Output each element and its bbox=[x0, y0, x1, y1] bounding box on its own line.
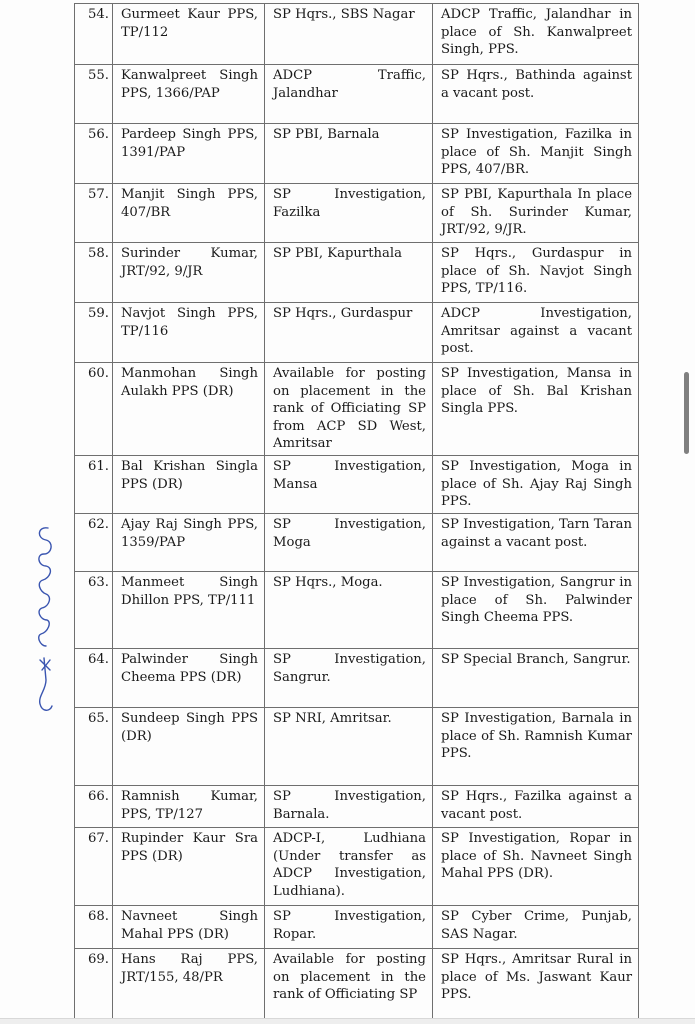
table-row bbox=[75, 243, 639, 303]
officer-name-cell: Palwinder Singh Cheema PPS (DR) bbox=[113, 649, 265, 708]
table-row bbox=[75, 828, 639, 906]
officer-name-cell: Rupinder Kaur Sra PPS (DR) bbox=[113, 828, 265, 906]
serial-number-cell: 61. bbox=[75, 456, 113, 514]
new-posting-cell: SP PBI, Kapurthala In place of Sh. Surinder Kumar, JRT/92, 9/JR. bbox=[433, 184, 639, 243]
table-row bbox=[75, 456, 639, 514]
officer-name-cell: Surinder Kumar, JRT/92, 9/JR bbox=[113, 243, 265, 303]
present-posting-cell: SP PBI, Kapurthala bbox=[265, 243, 433, 303]
officer-name-cell: Navneet Singh Mahal PPS (DR) bbox=[113, 906, 265, 949]
serial-number-cell: 67. bbox=[75, 828, 113, 906]
serial-number-cell: 63. bbox=[75, 572, 113, 649]
present-posting-cell: SP PBI, Barnala bbox=[265, 124, 433, 184]
table-row bbox=[75, 649, 639, 708]
new-posting-cell: SP Hqrs., Amritsar Rural in place of Ms. Jaswant Kaur PPS. bbox=[433, 949, 639, 1019]
officer-name-cell: Gurmeet Kaur PPS, TP/112 bbox=[113, 4, 265, 65]
present-posting-cell: SP Hqrs., Moga. bbox=[265, 572, 433, 649]
officer-name-cell: Navjot Singh PPS, TP/116 bbox=[113, 303, 265, 363]
table-row bbox=[75, 906, 639, 949]
new-posting-cell: SP Investigation, Tarn Taran against a vacant post. bbox=[433, 514, 639, 572]
officer-name-cell: Bal Krishan Singla PPS (DR) bbox=[113, 456, 265, 514]
present-posting-cell: SP Investigation, Ropar. bbox=[265, 906, 433, 949]
table-row bbox=[75, 4, 639, 65]
new-posting-cell: ADCP Investigation, Amritsar against a vacant post. bbox=[433, 303, 639, 363]
table-row bbox=[75, 303, 639, 363]
officer-name-cell: Manmeet Singh Dhillon PPS, TP/111 bbox=[113, 572, 265, 649]
serial-number-cell: 65. bbox=[75, 708, 113, 786]
table-row bbox=[75, 949, 639, 1019]
officer-name-cell: Manjit Singh PPS, 407/BR bbox=[113, 184, 265, 243]
present-posting-cell: Available for posting on placement in the rank of Officiating SP bbox=[265, 949, 433, 1019]
transfer-orders-table bbox=[74, 3, 639, 1018]
serial-number-cell: 60. bbox=[75, 363, 113, 456]
present-posting-cell: SP Hqrs., SBS Nagar bbox=[265, 4, 433, 65]
officer-name-cell: Hans Raj PPS, JRT/155, 48/PR bbox=[113, 949, 265, 1019]
serial-number-cell: 64. bbox=[75, 649, 113, 708]
table-row bbox=[75, 786, 639, 828]
officer-name-cell: Pardeep Singh PPS, 1391/PAP bbox=[113, 124, 265, 184]
present-posting-cell: SP NRI, Amritsar. bbox=[265, 708, 433, 786]
table-row bbox=[75, 708, 639, 786]
present-posting-cell: SP Hqrs., Gurdaspur bbox=[265, 303, 433, 363]
handwritten-signature-icon bbox=[30, 520, 60, 720]
present-posting-cell: SP Investigation, Moga bbox=[265, 514, 433, 572]
table-row bbox=[75, 65, 639, 124]
present-posting-cell: SP Investigation, Fazilka bbox=[265, 184, 433, 243]
table-body bbox=[75, 4, 639, 1019]
new-posting-cell: ADCP Traffic, Jalandhar in place of Sh. Kanwalpreet Singh, PPS. bbox=[433, 4, 639, 65]
present-posting-cell: ADCP Traffic, Jalandhar bbox=[265, 65, 433, 124]
present-posting-cell: Available for posting on placement in the rank of Officiating SP from ACP SD West, Amritsar bbox=[265, 363, 433, 456]
serial-number-cell: 55. bbox=[75, 65, 113, 124]
officer-name-cell: Sundeep Singh PPS (DR) bbox=[113, 708, 265, 786]
new-posting-cell: SP Investigation, Sangrur in place of Sh. Palwinder Singh Cheema PPS. bbox=[433, 572, 639, 649]
new-posting-cell: SP Special Branch, Sangrur. bbox=[433, 649, 639, 708]
serial-number-cell: 59. bbox=[75, 303, 113, 363]
present-posting-cell: SP Investigation, Barnala. bbox=[265, 786, 433, 828]
scrollbar-thumb[interactable] bbox=[684, 372, 689, 454]
serial-number-cell: 68. bbox=[75, 906, 113, 949]
table-row bbox=[75, 184, 639, 243]
new-posting-cell: SP Hqrs., Bathinda against a vacant post. bbox=[433, 65, 639, 124]
new-posting-cell: SP Investigation, Mansa in place of Sh. Bal Krishan Singla PPS. bbox=[433, 363, 639, 456]
new-posting-cell: SP Investigation, Moga in place of Sh. Ajay Raj Singh PPS. bbox=[433, 456, 639, 514]
new-posting-cell: SP Investigation, Fazilka in place of Sh. Manjit Singh PPS, 407/BR. bbox=[433, 124, 639, 184]
table-row bbox=[75, 363, 639, 456]
officer-name-cell: Manmohan Singh Aulakh PPS (DR) bbox=[113, 363, 265, 456]
present-posting-cell: SP Investigation, Mansa bbox=[265, 456, 433, 514]
viewer-bottom-bar bbox=[0, 1018, 695, 1024]
table-row bbox=[75, 572, 639, 649]
new-posting-cell: SP Hqrs., Fazilka against a vacant post. bbox=[433, 786, 639, 828]
present-posting-cell: SP Investigation, Sangrur. bbox=[265, 649, 433, 708]
table-row bbox=[75, 514, 639, 572]
serial-number-cell: 58. bbox=[75, 243, 113, 303]
present-posting-cell: ADCP-I, Ludhiana (Under transfer as ADCP Investigation, Ludhiana). bbox=[265, 828, 433, 906]
officer-name-cell: Ramnish Kumar, PPS, TP/127 bbox=[113, 786, 265, 828]
new-posting-cell: SP Hqrs., Gurdaspur in place of Sh. Navjot Singh PPS, TP/116. bbox=[433, 243, 639, 303]
officer-name-cell: Kanwalpreet Singh PPS, 1366/PAP bbox=[113, 65, 265, 124]
serial-number-cell: 69. bbox=[75, 949, 113, 1019]
new-posting-cell: SP Investigation, Ropar in place of Sh. Navneet Singh Mahal PPS (DR). bbox=[433, 828, 639, 906]
new-posting-cell: SP Cyber Crime, Punjab, SAS Nagar. bbox=[433, 906, 639, 949]
officer-name-cell: Ajay Raj Singh PPS, 1359/PAP bbox=[113, 514, 265, 572]
serial-number-cell: 62. bbox=[75, 514, 113, 572]
serial-number-cell: 56. bbox=[75, 124, 113, 184]
serial-number-cell: 57. bbox=[75, 184, 113, 243]
new-posting-cell: SP Investigation, Barnala in place of Sh. Ramnish Kumar PPS. bbox=[433, 708, 639, 786]
table-row bbox=[75, 124, 639, 184]
serial-number-cell: 54. bbox=[75, 4, 113, 65]
vertical-scrollbar[interactable] bbox=[681, 0, 691, 1018]
serial-number-cell: 66. bbox=[75, 786, 113, 828]
